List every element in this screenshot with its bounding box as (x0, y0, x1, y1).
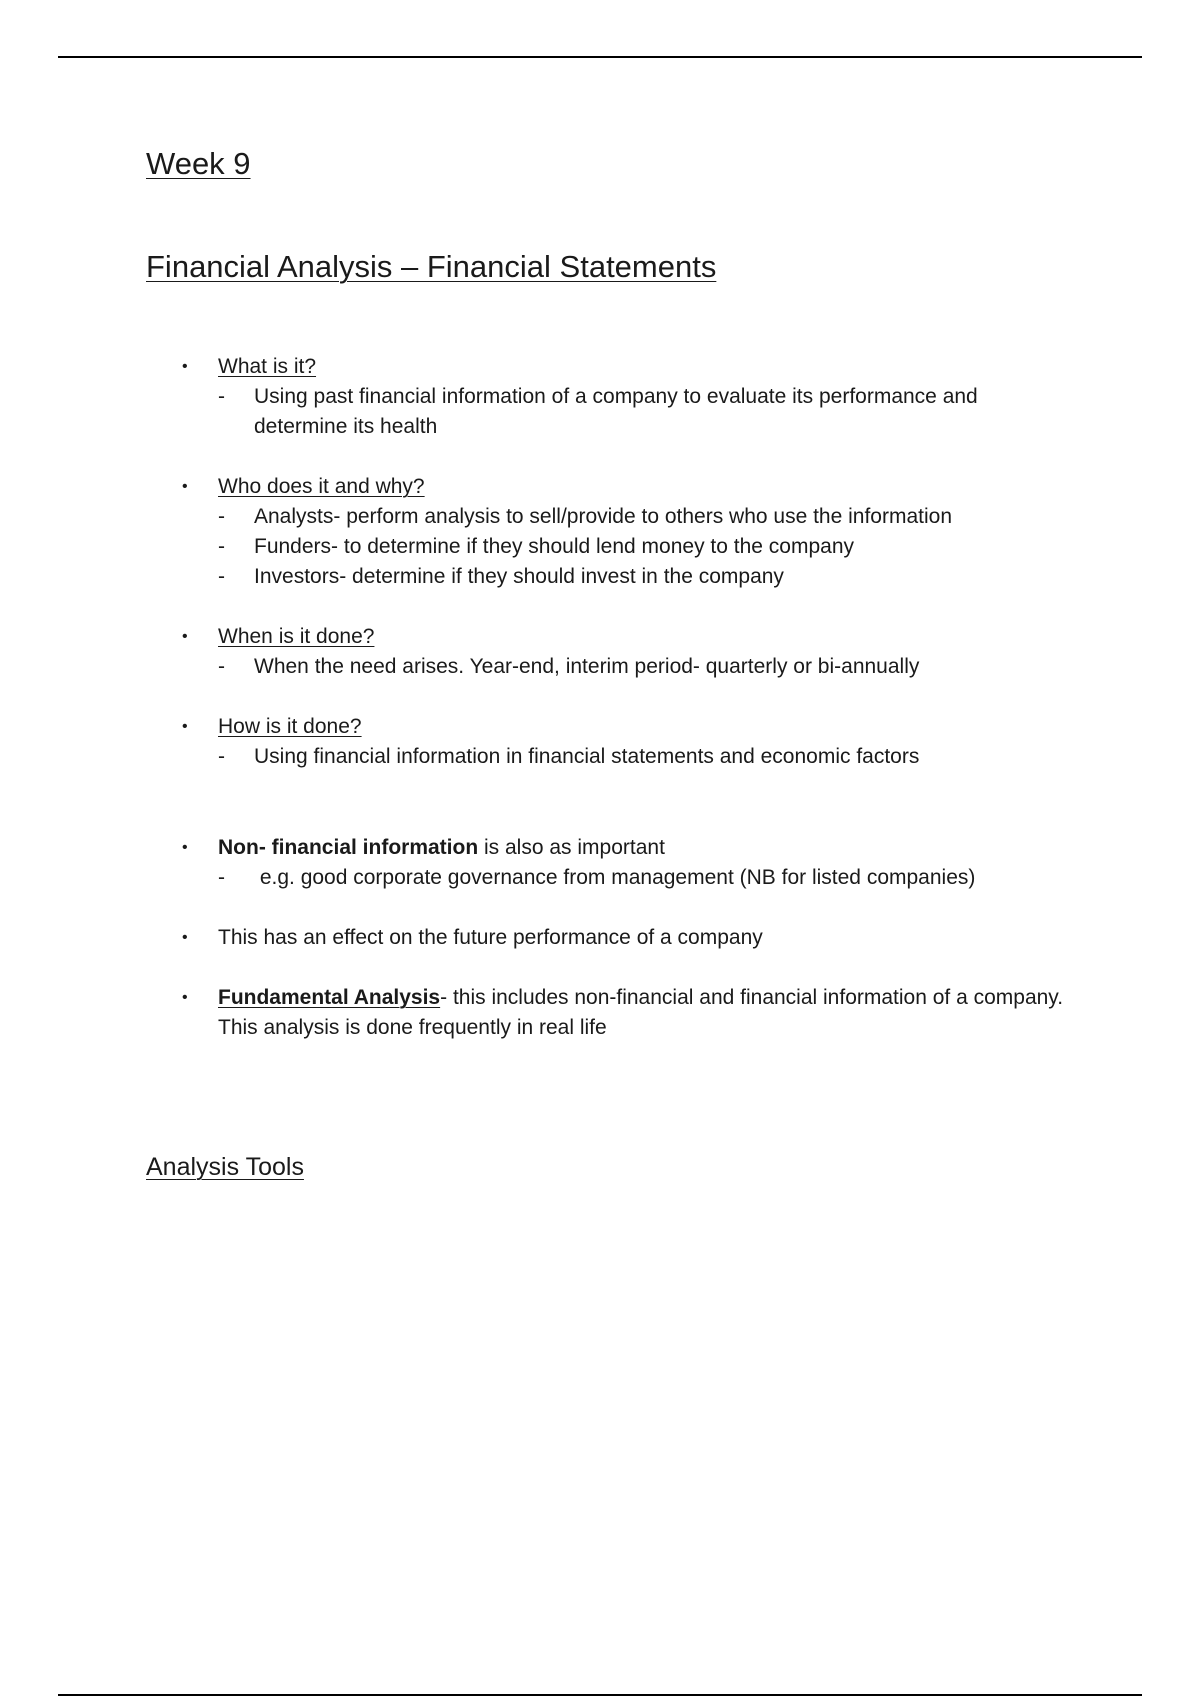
bullet-icon: • (182, 929, 188, 946)
footer-rule (58, 1694, 1142, 1696)
section-title: Analysis Tools (146, 1153, 304, 1181)
bullet-text: - this includes non-financial and financial information of a company. This analysis is done frequently in real life (218, 986, 1075, 1039)
sub-item (218, 863, 1076, 893)
dash-icon: - (218, 866, 225, 889)
sub-item (218, 742, 1076, 772)
bullet-label: When is it done? (218, 625, 375, 648)
bullet-icon: • (182, 839, 188, 856)
bullet-icon: • (182, 989, 188, 1006)
bullet-bold-term: Fundamental Analysis (218, 986, 441, 1009)
dash-icon: - (218, 565, 225, 588)
sub-item-text: Analysts- perform analysis to sell/provide to others who use the information (254, 505, 952, 528)
bullet-label: How is it done? (218, 715, 362, 738)
bullet-label: What is it? (218, 355, 317, 378)
sub-item (218, 382, 1076, 442)
bullet-text: This has an effect on the future performance of a company (218, 926, 763, 949)
bullet-list (146, 352, 1076, 1043)
list-item (146, 352, 1076, 442)
sub-list (218, 863, 1076, 893)
sub-list (218, 502, 1076, 592)
list-item (146, 983, 1076, 1043)
header-rule (58, 56, 1142, 58)
sub-item-text: Using financial information in financial statements and economic factors (254, 745, 920, 768)
sub-item (218, 502, 1076, 532)
week-title: Week 9 (146, 146, 251, 181)
page-title: Financial Analysis – Financial Statements (146, 249, 717, 284)
sub-list (218, 382, 1076, 442)
dash-icon: - (218, 745, 225, 768)
bullet-label: Who does it and why? (218, 475, 425, 498)
sub-item (218, 652, 1076, 682)
sub-item (218, 532, 1076, 562)
dash-icon: - (218, 385, 225, 408)
bullet-icon: • (182, 478, 188, 495)
sub-item-text: Funders- to determine if they should lend money to the company (254, 535, 854, 558)
sub-item-text: Using past financial information of a company to evaluate its performance and determine its health (254, 385, 978, 438)
sub-item-text: When the need arises. Year-end, interim period- quarterly or bi-annually (254, 655, 920, 678)
sub-item-text: e.g. good corporate governance from management (NB for listed companies) (254, 866, 976, 889)
bullet-icon: • (182, 358, 188, 375)
sub-item-text: Investors- determine if they should invest in the company (254, 565, 784, 588)
sub-item (218, 562, 1076, 592)
list-item (146, 472, 1076, 592)
list-item (146, 833, 1076, 893)
bullet-bold-term: Non- financial information (218, 836, 479, 859)
list-item (146, 712, 1076, 772)
dash-icon: - (218, 655, 225, 678)
list-item (146, 622, 1076, 682)
sub-list (218, 742, 1076, 772)
list-item (146, 923, 1076, 953)
sub-list (218, 652, 1076, 682)
bullet-icon: • (182, 628, 188, 645)
dash-icon: - (218, 535, 225, 558)
dash-icon: - (218, 505, 225, 528)
bullet-icon: • (182, 718, 188, 735)
bullet-text: is also as important (478, 836, 665, 859)
